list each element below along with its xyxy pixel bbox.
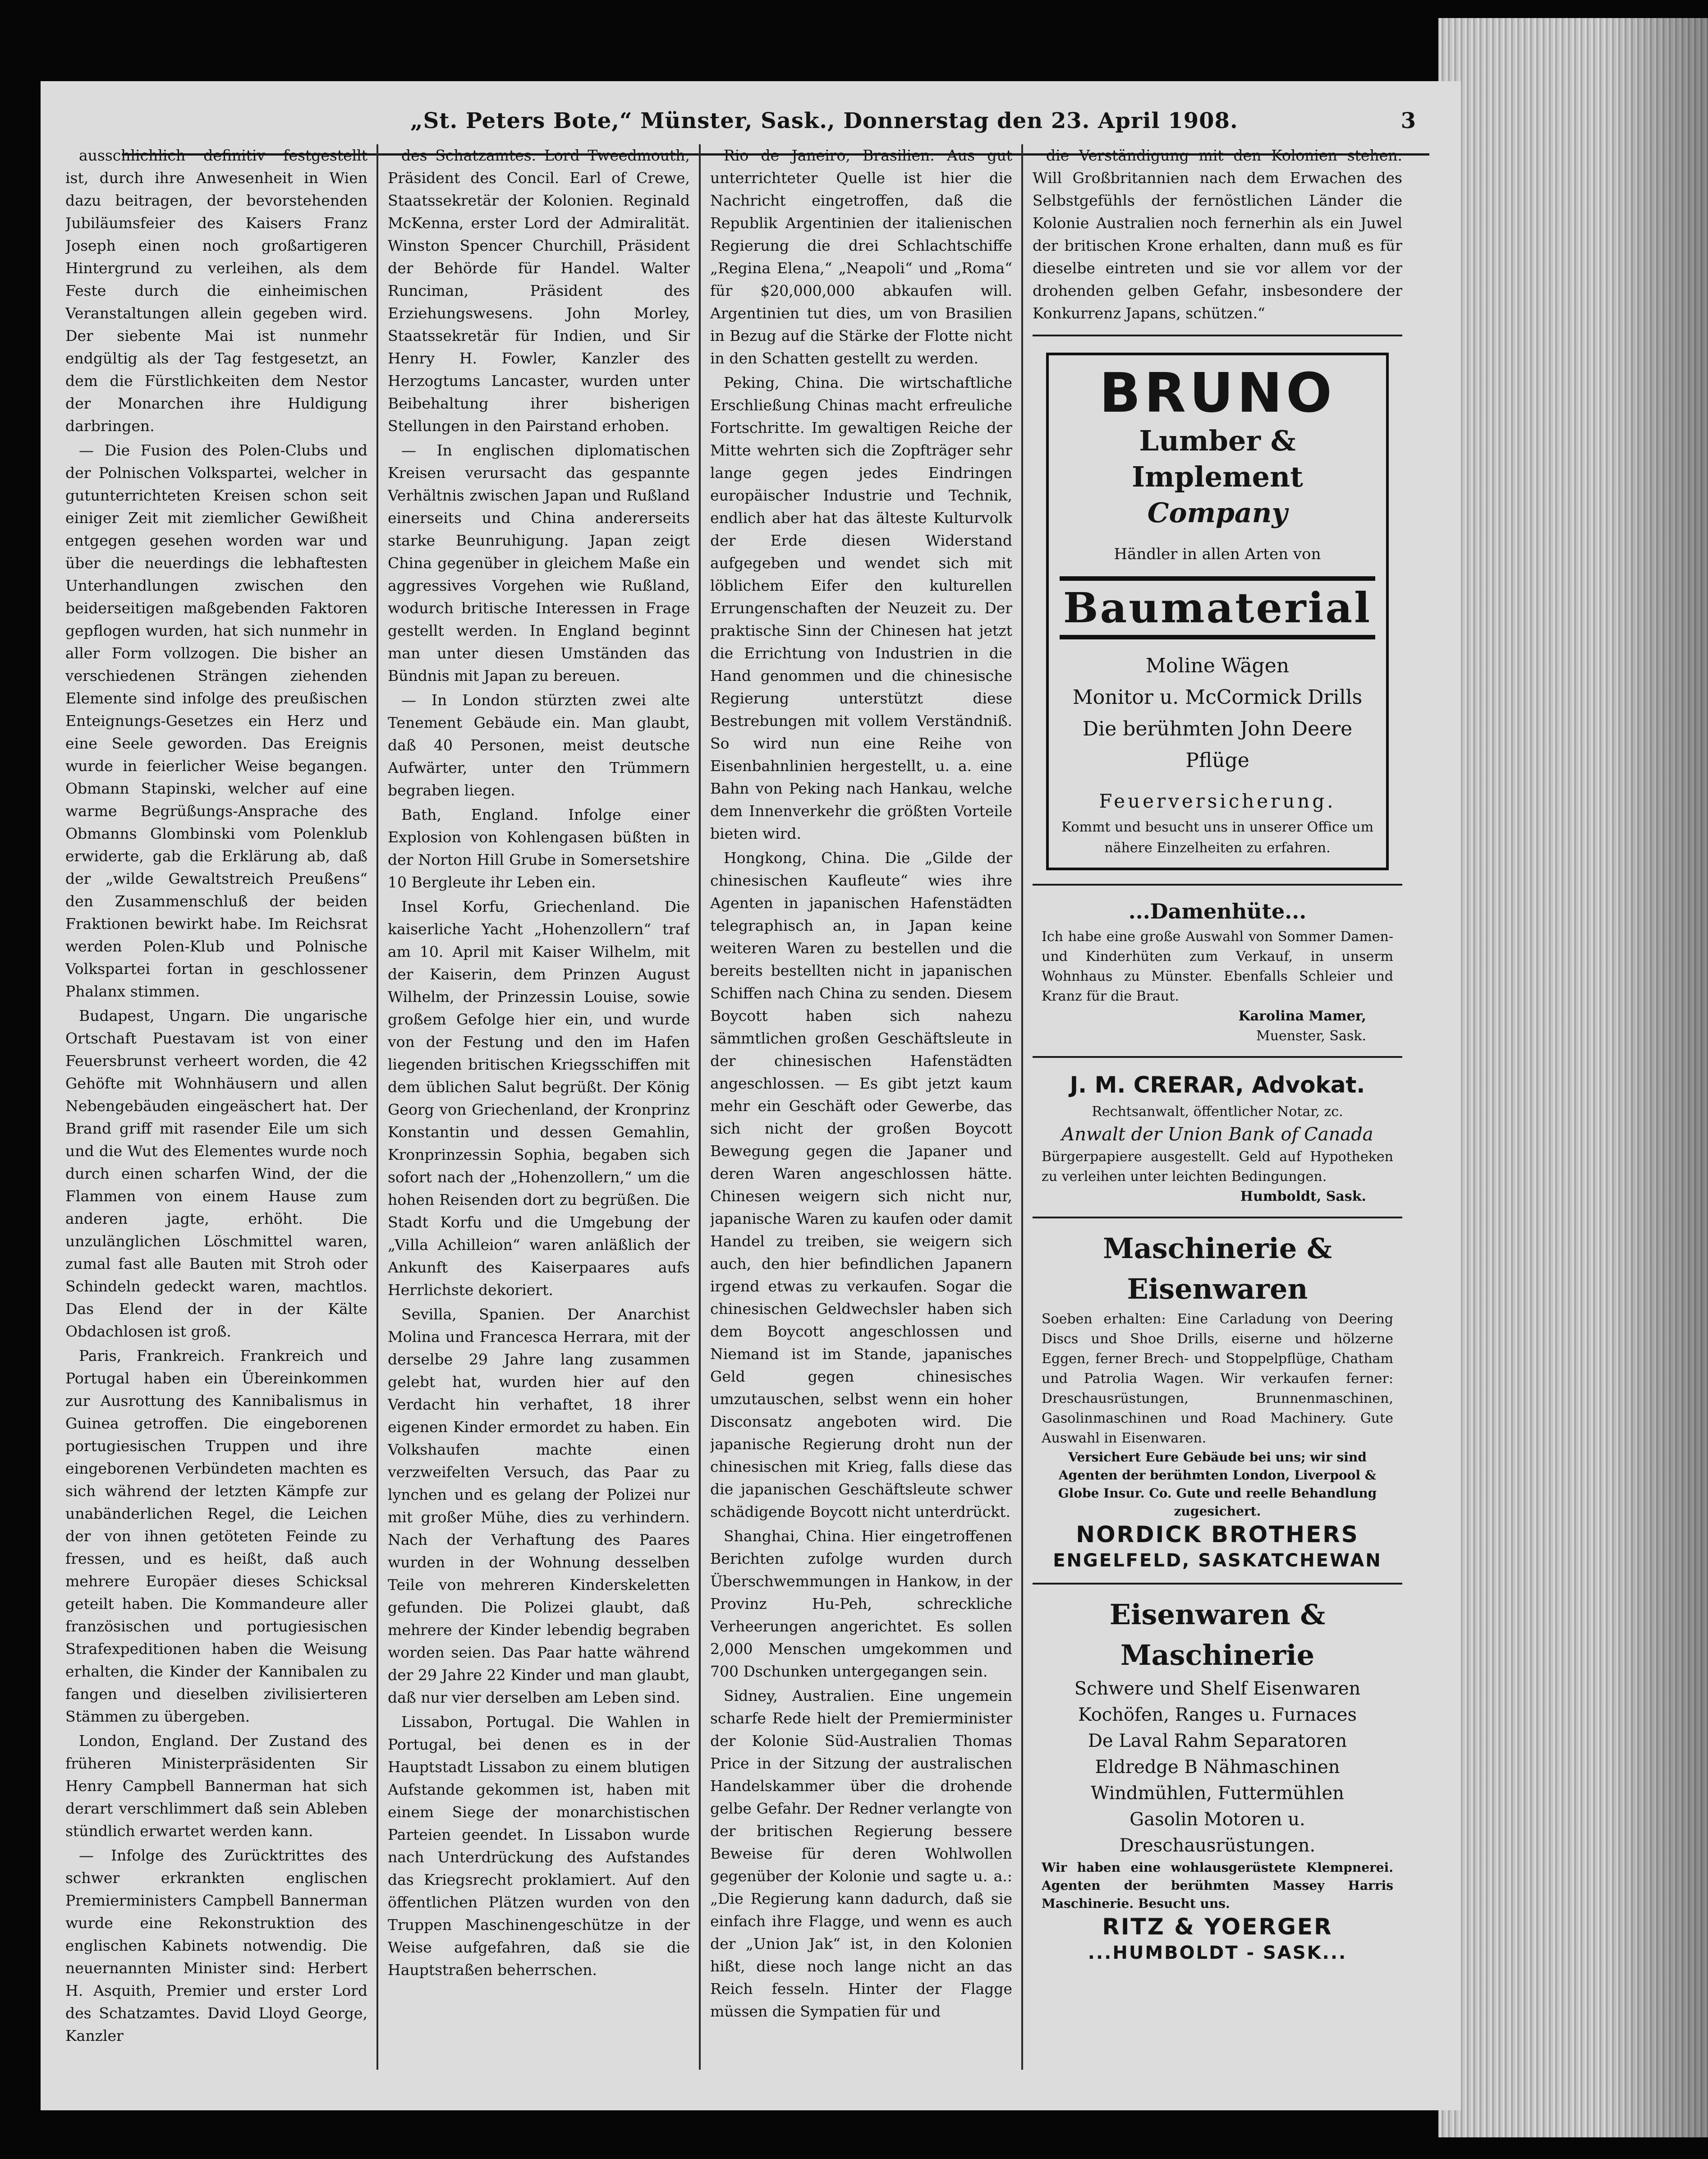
masthead-title: „St. Peters Bote,“ Münster, Sask., Donnerstag den 23. April 1908.	[410, 108, 1238, 133]
ad-insurance: Feuerversicherung.	[1099, 790, 1336, 812]
ad-item: Gasolin Motoren u. Dreschausrüstungen.	[1119, 1809, 1316, 1856]
ad-firm: RITZ & YOERGER	[1102, 1914, 1333, 1940]
column-rule	[1021, 144, 1023, 2070]
divider	[1033, 1583, 1402, 1585]
ad-item: Pflüge	[1185, 749, 1249, 772]
ad-item: Windmühlen, Futtermühlen	[1091, 1783, 1344, 1804]
ad-footer: Kommt und besucht uns in unserer Office um nähere Einzelheiten zu erfahren.	[1061, 819, 1374, 856]
column-1	[65, 144, 367, 2074]
ad-company: Company	[1147, 497, 1288, 529]
article-paragraph: Sidney, Australien. Eine ungemein scharfe Rede hielt der Premierminister der Kolonie Süd-Australien Thomas Price in der Sitzung der australischen Handelskammer über die drohende gelbe Gefahr. Der Redner verlangte von der britischen Regierung bessere Beweise für deren Wohlwollen gegenüber der Kolonie und sagte u. a.: „Die Regierung kann dadurch, daß sie einfach ihre Flagge, und wenn es auch der „Union Jak“ ist, in den Kolonien hißt, diese noch lange nicht an das Reich fesseln. Hinter der Flagge müssen die Sympatien für und	[710, 1687, 1012, 2020]
article-paragraph: Hongkong, China. Die „Gilde der chinesischen Kaufleute“ wies ihre Agenten in japanischen Hafenstädten telegraphisch an, in Japan keine weiteren Waren zu bestellen und die bereits bestellten nicht in japanischen Schiffen nach China zu senden. Diesem Boycott haben sich nahezu sämmtlichen großen Geschäftsleute in der chinesischen Hafenstädten angeschlossen. — Es gibt jetzt kaum mehr ein Geschäft oder Gewerbe, das sich nicht der großen Boycott Bewegung gegen die Japaner und deren Waren angeschlossen hätte. Chinesen weigern sich nicht nur, japanische Waren zu kaufen oder damit Handel zu treiben, sie weigern sich auch, den hier befindlichen Japanern irgend etwas zu verkaufen. Sogar die chinesischen Geldwechsler haben sich dem Boycott angeschlossen und Niemand ist im Stande, japanisches Geld gegen chinesisches umzutauschen, selbst wenn ein hoher Disconsatz angeboten wird. Die japanische Regierung droht nun der chinesischen mit Krieg, falls diese das die japanischen Geschäftsleute schwer schädigende Boycott nicht unterdrückt.	[710, 849, 1012, 1520]
column-3	[710, 144, 1012, 2074]
article-paragraph: Rio de Janeiro, Brasilien. Aus gut unterrichteter Quelle ist hier die Nachricht eingetroffen, daß die Republik Argentinien der italienischen Regierung die drei Schlachtschiffe „Regina Elena,“ „Neapoli“ und „Roma“ für $20,000,000 abkaufen will. Argentinien tut dies, um von Brasilien in Bezug auf die Stärke der Flotte nicht in den Schatten gestellt zu werden.	[710, 147, 1012, 367]
ad-signature: Karolina Mamer,	[1238, 1008, 1366, 1024]
article-paragraph: ausschlichlich definitiv festgestellt ist, durch ihre Anwesenheit in Wien dazu beitragen, der bevorstehenden Jubiläumsfeier des Kaisers Franz Joseph einen noch großartigeren Hintergrund zu verleihen, als dem Feste durch die einheimischen Veranstaltungen allein gegeben wird. Der siebente Mai ist nunmehr endgültig als der Tag festgesetzt, an dem die Fürstlichkeiten dem Nestor der Monarchen ihre Huldigung darbringen.	[65, 147, 367, 435]
article-paragraph: Bath, England. Infolge einer Explosion von Kohlengasen büßten in der Norton Hill Grube in Somersetshire 10 Bergleute ihr Leben ein.	[388, 806, 690, 891]
ad-body: Bürgerpapiere ausgestellt. Geld auf Hypotheken zu verleihen unter leichten Bedingungen.	[1042, 1149, 1393, 1185]
ad-eisenwaren	[1033, 1594, 1402, 1965]
article-paragraph: Lissabon, Portugal. Die Wahlen in Portugal, bei denen es in der Hauptstadt Lissabon zu einem blutigen Aufstande gekommen ist, haben mit einem Siege der monarchistischen Parteien geendet. In Lissabon wurde nach Unterdrückung des Aufstandes das Kriegsrecht proklamiert. Auf den öffentlichen Plätzen wurden von den Truppen Maschinengeschütze in der Weise aufgefahren, daß sie die Hauptstraßen beherrschen.	[388, 1713, 690, 1979]
ad-damenhuete	[1033, 896, 1402, 1046]
article-paragraph: des Schatzamtes. Lord Tweedmouth, Präsident des Concil. Earl of Crewe, Staatssekretär der Kolonien. Reginald McKenna, erster Lord der Admiralität. Winston Spencer Churchill, Präsident der Behörde für Handel. Walter Runciman, Präsident des Erziehungswesens. John Morley, Staatssekretär für Indien, und Sir Henry H. Fowler, Kanzler des Herzogtums Lancaster, wurden unter Beibehaltung ihrer bisherigen Stellungen in den Pairstand erhoben.	[388, 147, 690, 435]
column-4	[1033, 144, 1402, 2074]
ad-body: Wir haben eine wohlausgerüstete Klempnerei. Agenten der berühmten Massey Harris Maschinerie. Besucht uns.	[1042, 1860, 1393, 1911]
ad-line: Rechtsanwalt, öffentlicher Notar, zc.	[1092, 1104, 1343, 1120]
newspaper-page	[41, 81, 1461, 2110]
divider	[1033, 335, 1402, 336]
ad-heading: Maschinerie & Eisenwaren	[1103, 1232, 1332, 1305]
ad-insurance: Versichert Eure Gebäude bei uns; wir sind Agenten der berühmten London, Liverpool & Globe Insur. Co. Gute und reelle Behandlung zugesichert.	[1058, 1450, 1377, 1519]
ad-location: ENGELFELD, SASKATCHEWAN	[1053, 1550, 1382, 1571]
divider	[1033, 1056, 1402, 1058]
ad-maschinerie	[1033, 1228, 1402, 1573]
ad-item: Eldredge B Nähmaschinen	[1095, 1757, 1340, 1778]
article-paragraph: Insel Korfu, Griechenland. Die kaiserliche Yacht „Hohenzollern“ traf am 10. April mit Kaiser Wilhelm, mit der Kaiserin, dem Prinzen August Wilhelm, der Prinzessin Louise, sowie großem Gefolge hier ein, und wurde von der Festung und den im Hafen liegenden britischen Kriegsschiffen mit dem üblichen Salut begrüßt. Der König Georg von Griechenland, der Kronprinz Konstantin und dessen Gemahlin, Kronprinzessin Sophia, begaben sich sofort nach der „Hohenzollern,“ um die hohen Reisenden dort zu begrüßen. Die Stadt Korfu und die Umgebung der „Villa Achilleion“ waren anläßlich der Ankunft des Kaiserpaares aufs Herrlichste dekoriert.	[388, 898, 690, 1299]
ad-heading: J. M. CRERAR, Advokat.	[1070, 1072, 1365, 1098]
column-rule	[699, 144, 701, 2070]
ad-item: Die berühmten John Deere	[1082, 717, 1353, 740]
article-paragraph: Paris, Frankreich. Frankreich und Portugal haben ein Übereinkommen zur Ausrottung des Kannibalismus in Guinea getroffen. Die eingeborenen portugiesischen Truppen und ihre eingeborenen Verbündeten machten es sich während der letzten Kämpfe zur unabänderlichen Regel, die Leichen der von ihnen getöteten Feinde zu fressen, und es heißt, daß auch mehrere Europäer dieses Schicksal geteilt haben. Die Kommandeure aller französischen und portugiesischen Strafexpeditionen haben die Weisung erhalten, die Kinder der Kannibalen zu fangen und dieselben zivilisierteren Stämmen zu übergeben.	[65, 1347, 367, 1725]
ad-subtitle: Lumber & Implement	[1132, 424, 1303, 493]
ad-place: Humboldt, Sask.	[1240, 1189, 1366, 1204]
ad-bruno-lumber	[1046, 353, 1389, 870]
ad-item: Kochöfen, Ranges u. Furnaces	[1078, 1704, 1357, 1725]
column-2	[388, 144, 690, 2074]
ad-item: Monitor u. McCormick Drills	[1072, 686, 1363, 709]
article-paragraph: London, England. Der Zustand des früheren Ministerpräsidenten Sir Henry Campbell Bannerman hat sich derart verschlimmert daß sein Ableben stündlich erwartet werden kann.	[65, 1732, 367, 1840]
column-rule	[376, 144, 378, 2070]
ad-firm: NORDICK BROTHERS	[1076, 1521, 1359, 1548]
article-paragraph: — In englischen diplomatischen Kreisen verursacht das gespannte Verhältnis zwischen Japan und Rußland einerseits und China andererseits starke Beunruhigung. Japan zeigt China gegenüber in gleichem Maße ein aggressives Vorgehen wie Rußland, wodurch britische Interessen in Frage gestellt werden. In England beginnt man unter diesen Umständen das Bündnis mit Japan zu bereuen.	[388, 441, 690, 684]
article-paragraph: die Verständigung mit den Kolonien stehen. Will Großbritannien nach dem Erwachen des Selbstgefühls der fernöstlichen Länder die Kolonie Australien noch fernerhin als ein Juwel der britischen Krone erhalten, dann muß es für dieselbe eintreten und sie vor allem vor der drohenden gelben Gefahr, insbesondere der Konkurrenz Japans, schützen.“	[1033, 147, 1402, 322]
divider	[1033, 1217, 1402, 1218]
article-paragraph: — In London stürzten zwei alte Tenement Gebäude ein. Man glaubt, daß 40 Personen, meist deutsche Aufwärter, unter den Trümmern begraben liegen.	[388, 691, 690, 799]
article-paragraph: Sevilla, Spanien. Der Anarchist Molina und Francesca Herrara, mit der derselbe 29 Jahre lang zusammen gelebt hat, wurden hier auf den Verdacht hin verhaftet, 18 ihrer eigenen Kinder ermordet zu haben. Ein Volkshaufen machte einen verzweifelten Versuch, das Paar zu lynchen und es gelang der Polizei nur mit großer Mühe, dies zu verhindern. Nach der Verhaftung des Paares wurden in der Wohnung desselben Teile von mehreren Kinderskeletten gefunden. Die Polizei glaubt, daß mehrere der Kinder lebendig begraben worden seien. Das Paar hatte während der 29 Jahre 22 Kinder und man glaubt, daß nur vier derselben am Leben sind.	[388, 1305, 690, 1706]
page-stack-shadow	[1605, 18, 1708, 2137]
article-paragraph: — Infolge des Zurücktrittes des schwer erkrankten englischen Premierministers Campbell Bannerman wurde eine Rekonstruktion des englischen Kabinets notwendig. Die neuernannten Minister sind: Herbert H. Asquith, Premier und erster Lord des Schatzamtes. David Lloyd George, Kanzler	[65, 1847, 367, 2044]
divider	[1033, 884, 1402, 886]
ad-title: BRUNO	[1099, 362, 1336, 425]
ad-item: Schwere und Shelf Eisenwaren	[1074, 1678, 1361, 1699]
ad-heading: Eisenwaren & Maschinerie	[1109, 1598, 1326, 1672]
article-paragraph: Peking, China. Die wirtschaftliche Erschließung Chinas macht erfreuliche Fortschritte. Im gewaltigen Reiche der Mitte wehrten sich die Zopfträger sehr lange gegen jedes Eindringen europäischer Industrie und Technik, endlich aber hat das älteste Kulturvolk der Erde diesen Widerstand aufgegeben und wendet sich mit löblichem Eifer den kulturellen Errungenschaften der Neuzeit zu. Der praktische Sinn der Chinesen hat jetzt die Errichtung von Industrien in die Hand genommen und die chinesische Regierung unterstützt diese Bestrebungen mit vollem Verständniß. So wird nun eine Reihe von Eisenbahnlinien hergestellt, u. a. eine Bahn von Peking nach Hankau, welche dem Innenverkehr die größten Vorteile bieten wird.	[710, 374, 1012, 842]
article-paragraph: — Die Fusion des Polen-Clubs und der Polnischen Volkspartei, welcher in gutunterrichteten Kreisen schon seit einiger Zeit mit ziemlicher Gewißheit entgegen gesehen worden war und über die neuerdings die lebhaftesten Unterhandlungen zwischen den beiderseitigen maßgebenden Faktoren gepflogen wurden, hat sich nunmehr in aller Form vollzogen. Die bisher an verschiedenen Strängen ziehenden Elemente sind infolge des preußischen Enteignungs-Gesetzes ein Herz und eine Seele geworden. Das Ereignis wurde in feierlicher Weise begangen. Obmann Stapinski, welcher auf eine warme Begrüßungs-Ansprache des Obmanns Glombinski vom Polenklub erwiderte, gab die Erklärung ab, daß der „wilde Gewaltstreich Preußens“ den Zusammenschluß der beiden Fraktionen bewirkt habe. Im Reichsrat werden Polen-Klub und Polnische Volkspartei fortan in geschlossener Phalanx stimmen.	[65, 441, 367, 1000]
ad-location: ...HUMBOLDT - SASK...	[1088, 1943, 1347, 1963]
ad-material-banner: Baumaterial	[1060, 576, 1375, 639]
article-paragraph: Budapest, Ungarn. Die ungarische Ortschaft Puestavam ist von einer Feuersbrunst verheert worden, die 42 Gehöfte mit Wohnhäusern und allen Nebengebäuden eingeäschert hat. Der Brand griff mit rasender Eile um sich und die Wut des Elementes wurde noch durch einen scharfen Wind, der die Flammen von einem Hause zum anderen jagte, erhöht. Die unzulänglichen Löschmittel waren, zumal fast alle Bauten mit Stroh oder Schindeln gedeckt waren, machtlos. Das Elend der in der Kälte Obdachlosen ist groß.	[65, 1007, 367, 1340]
ad-heading: ...Damenhüte...	[1128, 899, 1307, 923]
ad-dealer-line: Händler in allen Arten von	[1114, 545, 1321, 563]
ad-body: Soeben erhalten: Eine Carladung von Deering Discs und Shoe Drills, eiserne und hölzerne Eggen, ferner Brech- und Stoppelpflüge, Chatham und Patrolia Wagen. Wir verkaufen ferner: Dreschausrüstungen, Brunnenmaschinen, Gasolinmaschinen und Road Machinery. Gute Auswahl in Eisenwaren.	[1042, 1311, 1393, 1446]
ad-place: Muenster, Sask.	[1256, 1028, 1366, 1044]
ad-crerar	[1033, 1068, 1402, 1207]
article-paragraph: Shanghai, China. Hier eingetroffenen Berichten zufolge wurden durch Überschwemmungen in Hankow, in der Provinz Hu-Peh, schreckliche Verheerungen angerichtet. Es sollen 2,000 Menschen umgekommen und 700 Dschunken untergegangen sein.	[710, 1527, 1012, 1680]
ad-item: De Laval Rahm Separatoren	[1088, 1731, 1347, 1751]
ad-body: Ich habe eine große Auswahl von Sommer Damen- und Kinderhüten zum Verkauf, in unserm Wohnhaus zu Münster. Ebenfalls Schleier und Kranz für die Braut.	[1042, 929, 1393, 1004]
page-number: 3	[1400, 108, 1416, 133]
ad-item: Moline Wägen	[1145, 654, 1290, 677]
ad-line: Anwalt der Union Bank of Canada	[1061, 1124, 1373, 1145]
article-continuation	[1033, 144, 1402, 325]
